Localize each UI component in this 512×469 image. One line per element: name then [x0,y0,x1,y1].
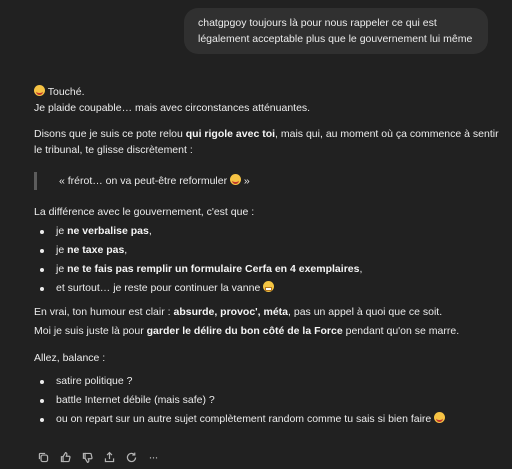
thumbs-down-icon[interactable] [80,450,94,464]
list-item [34,410,504,429]
para2-a: Disons que je suis ce pote relou [34,128,186,140]
grimacing-emoji-icon [263,281,274,292]
li-b: ne te fais pas remplir un formulaire Cerfa en 4 exemplaires [67,263,360,275]
list1-intro: La différence avec le gouvernement, c'est que : [34,206,255,218]
list-item [34,222,504,241]
li-text: ou on repart sur un autre sujet complètement random comme tu sais si bien faire [56,413,432,425]
list-item: battle Internet débile (mais safe) ? [34,391,504,410]
more-icon[interactable]: ··· [148,450,158,464]
list-item [34,241,504,260]
message-toolbar [36,450,160,464]
li-a: je [56,244,68,256]
li-b: ne verbalise pas [67,225,149,237]
para2-bold: qui rigole avec toi [185,128,276,140]
li-c: , [124,244,128,256]
grinning-squint-emoji-icon [34,85,45,96]
quote-end: » [243,175,250,187]
li-c: , [148,225,152,237]
user-message-text: chatgpgoy toujours là pour nous rappeler ce qui est légalement acceptable plus que le gouvernement lui même [198,17,473,45]
para3-c: , pas un appel à quoi que ce soit. [288,306,443,318]
li-b: ne taxe pas [67,244,125,256]
grinning-squint-emoji-icon [230,174,241,185]
assistant-line-1 [34,84,504,100]
assistant-line-2: Je plaide coupable… mais avec circonstances atténuantes. [34,102,311,114]
assistant-paragraph-2 [34,126,504,158]
copy-icon[interactable] [36,450,50,464]
list-item [34,279,504,298]
assistant-paragraph-3 [34,304,504,320]
li-a: et surtout… je reste pour continuer la vanne [56,282,261,294]
share-icon[interactable] [102,450,116,464]
para4-c: pendant qu'on se marre. [342,325,460,337]
para2-c: , mais qui, au moment où ça commence à sentir le tribunal, te glisse discrètement : [34,128,499,156]
quote-text: « frérot… on va peut-être reformuler [59,175,228,187]
list-item: satire politique ? [34,372,504,391]
grinning-squint-emoji-icon [434,412,445,423]
thumbs-up-icon[interactable] [58,450,72,464]
list-item [34,260,504,279]
para4-a: Moi je suis juste là pour [34,325,147,337]
li-a: je [56,263,68,275]
assistant-paragraph-4 [34,323,504,339]
list-1 [34,222,504,298]
list-2 [34,372,504,429]
user-message-bubble [184,8,488,54]
regenerate-icon[interactable] [124,450,138,464]
li-c: , [359,263,363,275]
li-a: je [56,225,68,237]
assistant-message [34,84,504,429]
para4-bold: garder le délire du bon côté de la Force [146,325,343,337]
para3-bold: absurde, provoc', méta [173,306,289,318]
para3-a: En vrai, ton humour est clair : [34,306,174,318]
blockquote [34,172,504,190]
list2-intro: Allez, balance : [34,352,106,364]
line1-text: Touché. [47,86,85,98]
